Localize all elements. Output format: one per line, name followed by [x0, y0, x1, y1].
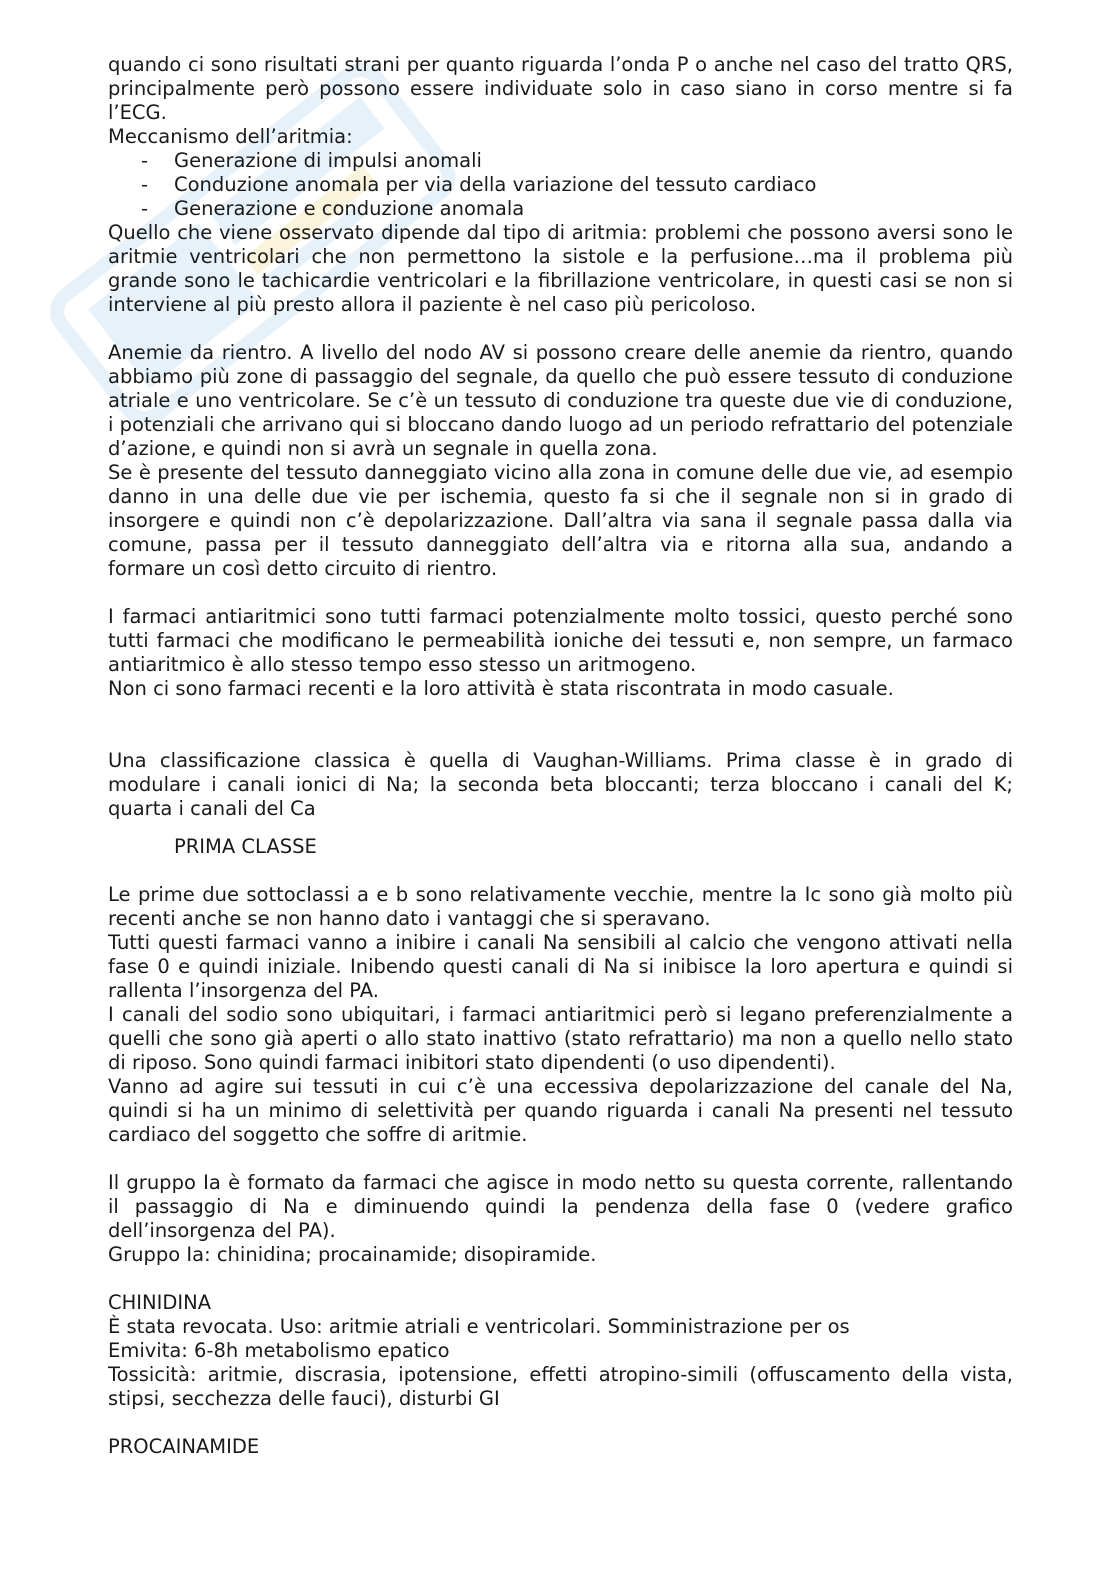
paragraph-sodium-ubiquitous: I canali del sodio sono ubiquitari, i farmaci antiaritmici però si legano preferenzialmente a quelli che sono già aperti o allo stato inattivo (stato refrattario) ma non a quello nello stato di riposo. Sono quindi farmaci inibitori stato dipendenti (o uso dipendenti). [108, 1003, 1013, 1074]
chinidina-use: È stata revocata. Uso: aritmie atriali e ventricolari. Somministrazione per os [108, 1315, 850, 1338]
paragraph-recent-drugs: Non ci sono farmaci recenti e la loro attività è stata riscontrata in modo casuale. [108, 677, 894, 700]
paragraph-depolarization: Vanno ad agire sui tessuti in cui c’è una eccessiva depolarizzazione del canale del Na, quindi si ha un minimo di selettività per quando riguarda i canali Na presenti nel tessuto cardiaco del soggetto che soffre di aritmie. [108, 1075, 1013, 1146]
dash-bullet: - [141, 173, 149, 196]
paragraph-reentry: Anemie da rientro. A livello del nodo AV si possono creare delle anemie da rientro, quando abbiamo più zone di passaggio del segnale, da quello che può essere tessuto di conduzione atriale e uno ventricolare. Se c’è un tessuto di conduzione tra queste due vie di conduzione, i potenziali che arrivano qui si bloccano dando luogo ad un periodo refrattario del potenziale d’azione, e quindi non si avrà un segnale in quella zona. [108, 341, 1013, 460]
heading-chinidina: CHINIDINA [108, 1291, 212, 1314]
mechanism-list [108, 149, 1013, 221]
paragraph-observed: Quello che viene osservato dipende dal tipo di aritmia: problemi che possono aversi sono le aritmie ventricolari che non permettono la sistole e la perfusione…ma il problema più grande sono le tachicardie ventricolari e la fibrillazione ventricolare, in questi casi se non si interviene al più presto allora il paziente è nel caso più pericoloso. [108, 221, 1013, 316]
list-item: - Generazione e conduzione anomala [141, 197, 525, 220]
paragraph-group-ia-list: Gruppo Ia: chinidina; procainamide; disopiramide. [108, 1243, 597, 1266]
heading-procainamide: PROCAINAMIDE [108, 1435, 260, 1458]
dash-bullet: - [141, 149, 149, 172]
dash-bullet: - [141, 197, 149, 220]
paragraph-damaged-tissue: Se è presente del tessuto danneggiato vicino alla zona in comune delle due vie, ad esempio danno in una delle due vie per ischemia, questo fa si che il segnale non si in grado di insorgere e quindi non c’è depolarizzazione. Dall’altra via sana il segnale passa dalla via comune, passa per il tessuto danneggiato dell’altra via e ritorna alla sua, andando a formare un così detto circuito di rientro. [108, 461, 1013, 580]
section-heading-first-class: PRIMA CLASSE [174, 835, 317, 858]
chinidina-half-life: Emivita: 6-8h metabolismo epatico [108, 1339, 450, 1362]
paragraph-toxic-drugs: I farmaci antiaritmici sono tutti farmaci potenzialmente molto tossici, questo perché sono tutti farmaci che modificano le permeabilità ioniche dei tessuti e, non sempre, un farmaco antiaritmico è allo stesso tempo esso stesso un aritmogeno. [108, 605, 1013, 676]
paragraph-ecg-intro: quando ci sono risultati strani per quanto riguarda l’onda P o anche nel caso del tratto QRS, principalmente però possono essere individuate solo in caso siano in corso mentre si fa l’ECG. [108, 53, 1013, 124]
paragraph-na-channels: Tutti questi farmaci vanno a inibire i canali Na sensibili al calcio che vengono attivati nella fase 0 e quindi iniziale. Inibendo questi canali di Na si inibisce la loro apertura e quindi si rallenta l’insorgenza del PA. [108, 931, 1013, 1002]
mechanism-title: Meccanismo dell’aritmia: [108, 125, 353, 148]
paragraph-classification: Una classificazione classica è quella di Vaughan-Williams. Prima classe è in grado di modulare i canali ionici di Na; la seconda beta bloccanti; terza bloccano i canali del K; quarta i canali del Ca [108, 749, 1013, 820]
list-item: - Conduzione anomala per via della variazione del tessuto cardiaco [141, 173, 817, 196]
chinidina-toxicity: Tossicità: aritmie, discrasia, ipotensione, effetti atropino-simili (offuscamento della vista, stipsi, secchezza delle fauci), disturbi GI [108, 1363, 1013, 1410]
paragraph-group-ia: Il gruppo Ia è formato da farmaci che agisce in modo netto su questa corrente, rallentando il passaggio di Na e diminuendo quindi la pendenza della fase 0 (vedere grafico dell’insorgenza del PA). [108, 1171, 1013, 1242]
list-item: - Generazione di impulsi anomali [141, 149, 482, 172]
paragraph-subclasses: Le prime due sottoclassi a e b sono relativamente vecchie, mentre la Ic sono già molto più recenti anche se non hanno dato i vantaggi che si speravano. [108, 883, 1013, 930]
document-page [108, 53, 1013, 1459]
